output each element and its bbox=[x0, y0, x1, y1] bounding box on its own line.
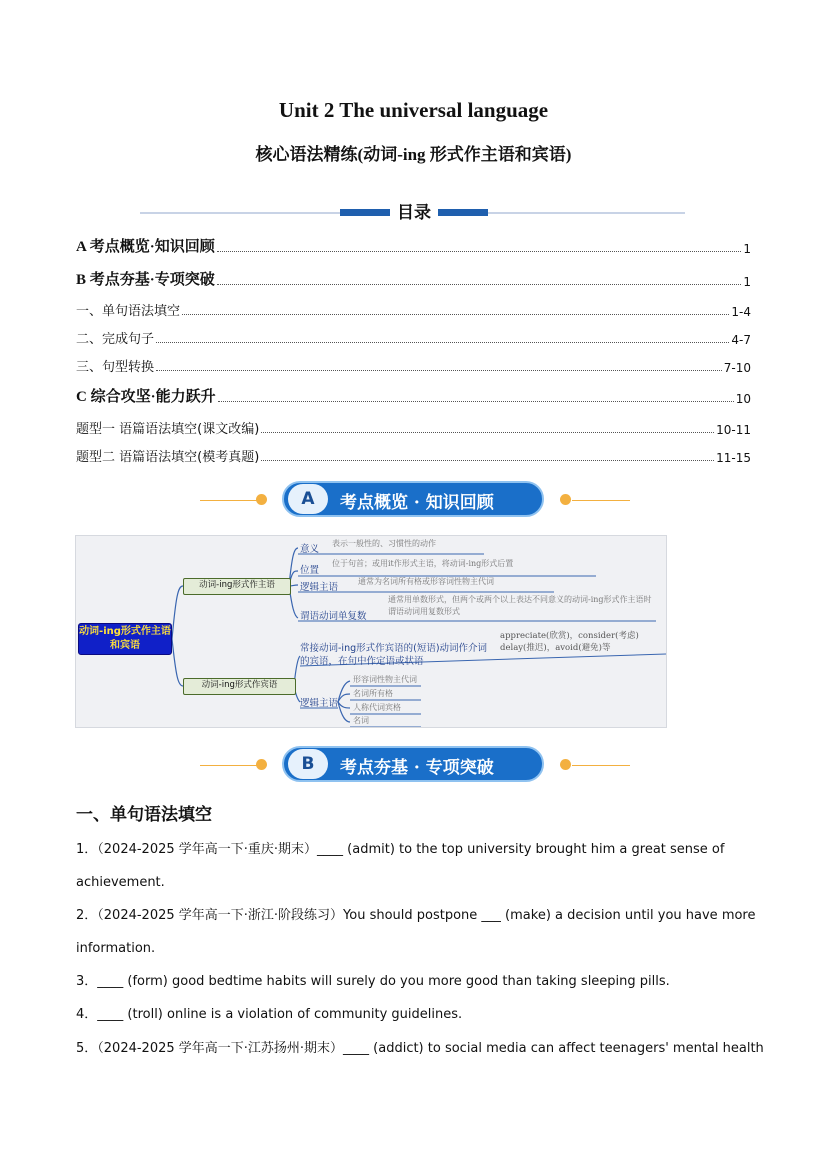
toc-leader bbox=[217, 251, 742, 252]
mindmap-logic-item: 人称代词宾格 bbox=[353, 703, 401, 712]
mindmap-desc: 表示一般性的、习惯性的动作 bbox=[332, 539, 436, 548]
toc-entry-label: 题型二 语篇语法填空(模考真题) bbox=[76, 450, 260, 465]
toc-entry-page: 4-7 bbox=[731, 333, 751, 347]
toc-entry[interactable] bbox=[76, 268, 751, 289]
question-line: 2．（2024-2025 学年高一下·浙江·阶段练习）You should postpone ___ (make) a decision until you have more bbox=[76, 908, 756, 923]
question-line: 3．____ (form) good bedtime habits will surely do you more good than taking sleeping pills. bbox=[76, 974, 670, 989]
toc-entry[interactable] bbox=[76, 385, 751, 406]
toc-entry-page: 7-10 bbox=[723, 361, 751, 375]
banner-dot-right bbox=[560, 759, 571, 770]
mindmap-key: 意义 bbox=[300, 544, 320, 555]
section-banner-b bbox=[200, 746, 630, 786]
mindmap-logic-item: 形容词性物主代词 bbox=[353, 675, 417, 684]
mindmap-key: 逻辑主语 bbox=[300, 698, 339, 709]
mindmap-desc: 位于句首；或用it作形式主语，将动词-ing形式后置 bbox=[332, 559, 514, 568]
toc-leader bbox=[218, 401, 734, 402]
banner-dot-right bbox=[560, 494, 571, 505]
banner-letter: A bbox=[288, 484, 328, 514]
mindmap bbox=[75, 535, 667, 728]
toc-leader bbox=[156, 370, 722, 371]
mindmap-key: 谓语动词单复数 bbox=[300, 611, 367, 622]
toc-entry-label: 三、句型转换 bbox=[76, 360, 155, 375]
banner-dot-left bbox=[256, 494, 267, 505]
toc-entry[interactable] bbox=[76, 328, 751, 347]
mindmap-desc: 通常为名词所有格或形容词性物主代词 bbox=[358, 577, 494, 586]
toc-entry-label: C 综合攻坚·能力跃升 bbox=[76, 389, 216, 405]
toc-entry-page: 10-11 bbox=[716, 423, 751, 437]
banner-line-right bbox=[572, 765, 630, 766]
banner-label: 考点概览 · 知识回顾 bbox=[340, 493, 494, 513]
toc-bar-left bbox=[340, 209, 392, 216]
mindmap-desc: 通常用单数形式，但两个或两个以上表达不同意义的动词-ing形式作主语时谓语动词用复数形式 bbox=[388, 595, 652, 616]
page-subtitle: 核心语法精练(动词-ing 形式作主语和宾语) bbox=[255, 145, 572, 164]
section-banner-a bbox=[200, 481, 630, 521]
mindmap-branch-subject: 动词-ing形式作主语 bbox=[183, 578, 291, 595]
mindmap-object-usage: 常接动词-ing形式作宾语的(短语)动词作介词的宾语，在句中作定语或状语 bbox=[300, 643, 488, 667]
toc-leader bbox=[217, 284, 742, 285]
toc-entry-page: 1 bbox=[743, 275, 751, 289]
toc-leader bbox=[156, 342, 729, 343]
toc-leader bbox=[182, 314, 729, 315]
banner-letter: B bbox=[288, 749, 328, 779]
toc-title: 目录 bbox=[390, 198, 438, 223]
toc-entry-page: 10 bbox=[735, 392, 751, 406]
toc-entry[interactable] bbox=[76, 446, 751, 465]
banner-line-left bbox=[200, 500, 258, 501]
toc-entry[interactable] bbox=[76, 356, 751, 375]
question-line: 4．____ (troll) online is a violation of community guidelines. bbox=[76, 1007, 463, 1022]
mindmap-key: 位置 bbox=[300, 565, 320, 576]
toc-leader bbox=[261, 460, 714, 461]
mindmap-key: 逻辑主语 bbox=[300, 582, 339, 593]
mindmap-root: 动词-ing形式作主语和宾语 bbox=[78, 623, 172, 655]
question-line: 1．（2024-2025 学年高一下·重庆·期末）____ (admit) to the top university brought him a great sense of bbox=[76, 842, 725, 857]
banner-label: 考点夯基 · 专项突破 bbox=[340, 758, 494, 778]
question-line: achievement. bbox=[76, 875, 165, 890]
toc-entry-page: 1 bbox=[743, 242, 751, 256]
toc-entry-page: 1-4 bbox=[731, 305, 751, 319]
banner-line-right bbox=[572, 500, 630, 501]
question-line: 5．（2024-2025 学年高一下·江苏扬州·期末）____ (addict) to social media can affect teenagers' mental health bbox=[76, 1041, 764, 1056]
banner-line-left bbox=[200, 765, 258, 766]
toc-entry-label: 二、完成句子 bbox=[76, 332, 155, 347]
section-heading: 一、单句语法填空 bbox=[76, 805, 212, 825]
mindmap-logic-item: 名词所有格 bbox=[353, 689, 393, 698]
page-title: Unit 2 The universal language bbox=[278, 98, 549, 122]
mindmap-logic-item: 名词 bbox=[353, 716, 369, 725]
mindmap-object-examples: appreciate(欣赏)，consider(考虑) delay(推迟)，avoid(避免)等 bbox=[500, 631, 639, 653]
toc-leader bbox=[261, 432, 714, 433]
toc-entry-label: B 考点夯基·专项突破 bbox=[76, 272, 215, 288]
toc-entry-label: 一、单句语法填空 bbox=[76, 304, 181, 319]
toc-entry-label: 题型一 语篇语法填空(课文改编) bbox=[76, 422, 260, 437]
toc-entry[interactable] bbox=[76, 235, 751, 256]
toc-entry[interactable] bbox=[76, 418, 751, 437]
toc-entry-label: A 考点概览·知识回顾 bbox=[76, 239, 215, 255]
toc-bar-right bbox=[436, 209, 488, 216]
banner-dot-left bbox=[256, 759, 267, 770]
toc-entry[interactable] bbox=[76, 300, 751, 319]
mindmap-branch-object: 动词-ing形式作宾语 bbox=[183, 678, 296, 695]
question-line: information. bbox=[76, 941, 156, 956]
toc-entry-page: 11-15 bbox=[716, 451, 751, 465]
